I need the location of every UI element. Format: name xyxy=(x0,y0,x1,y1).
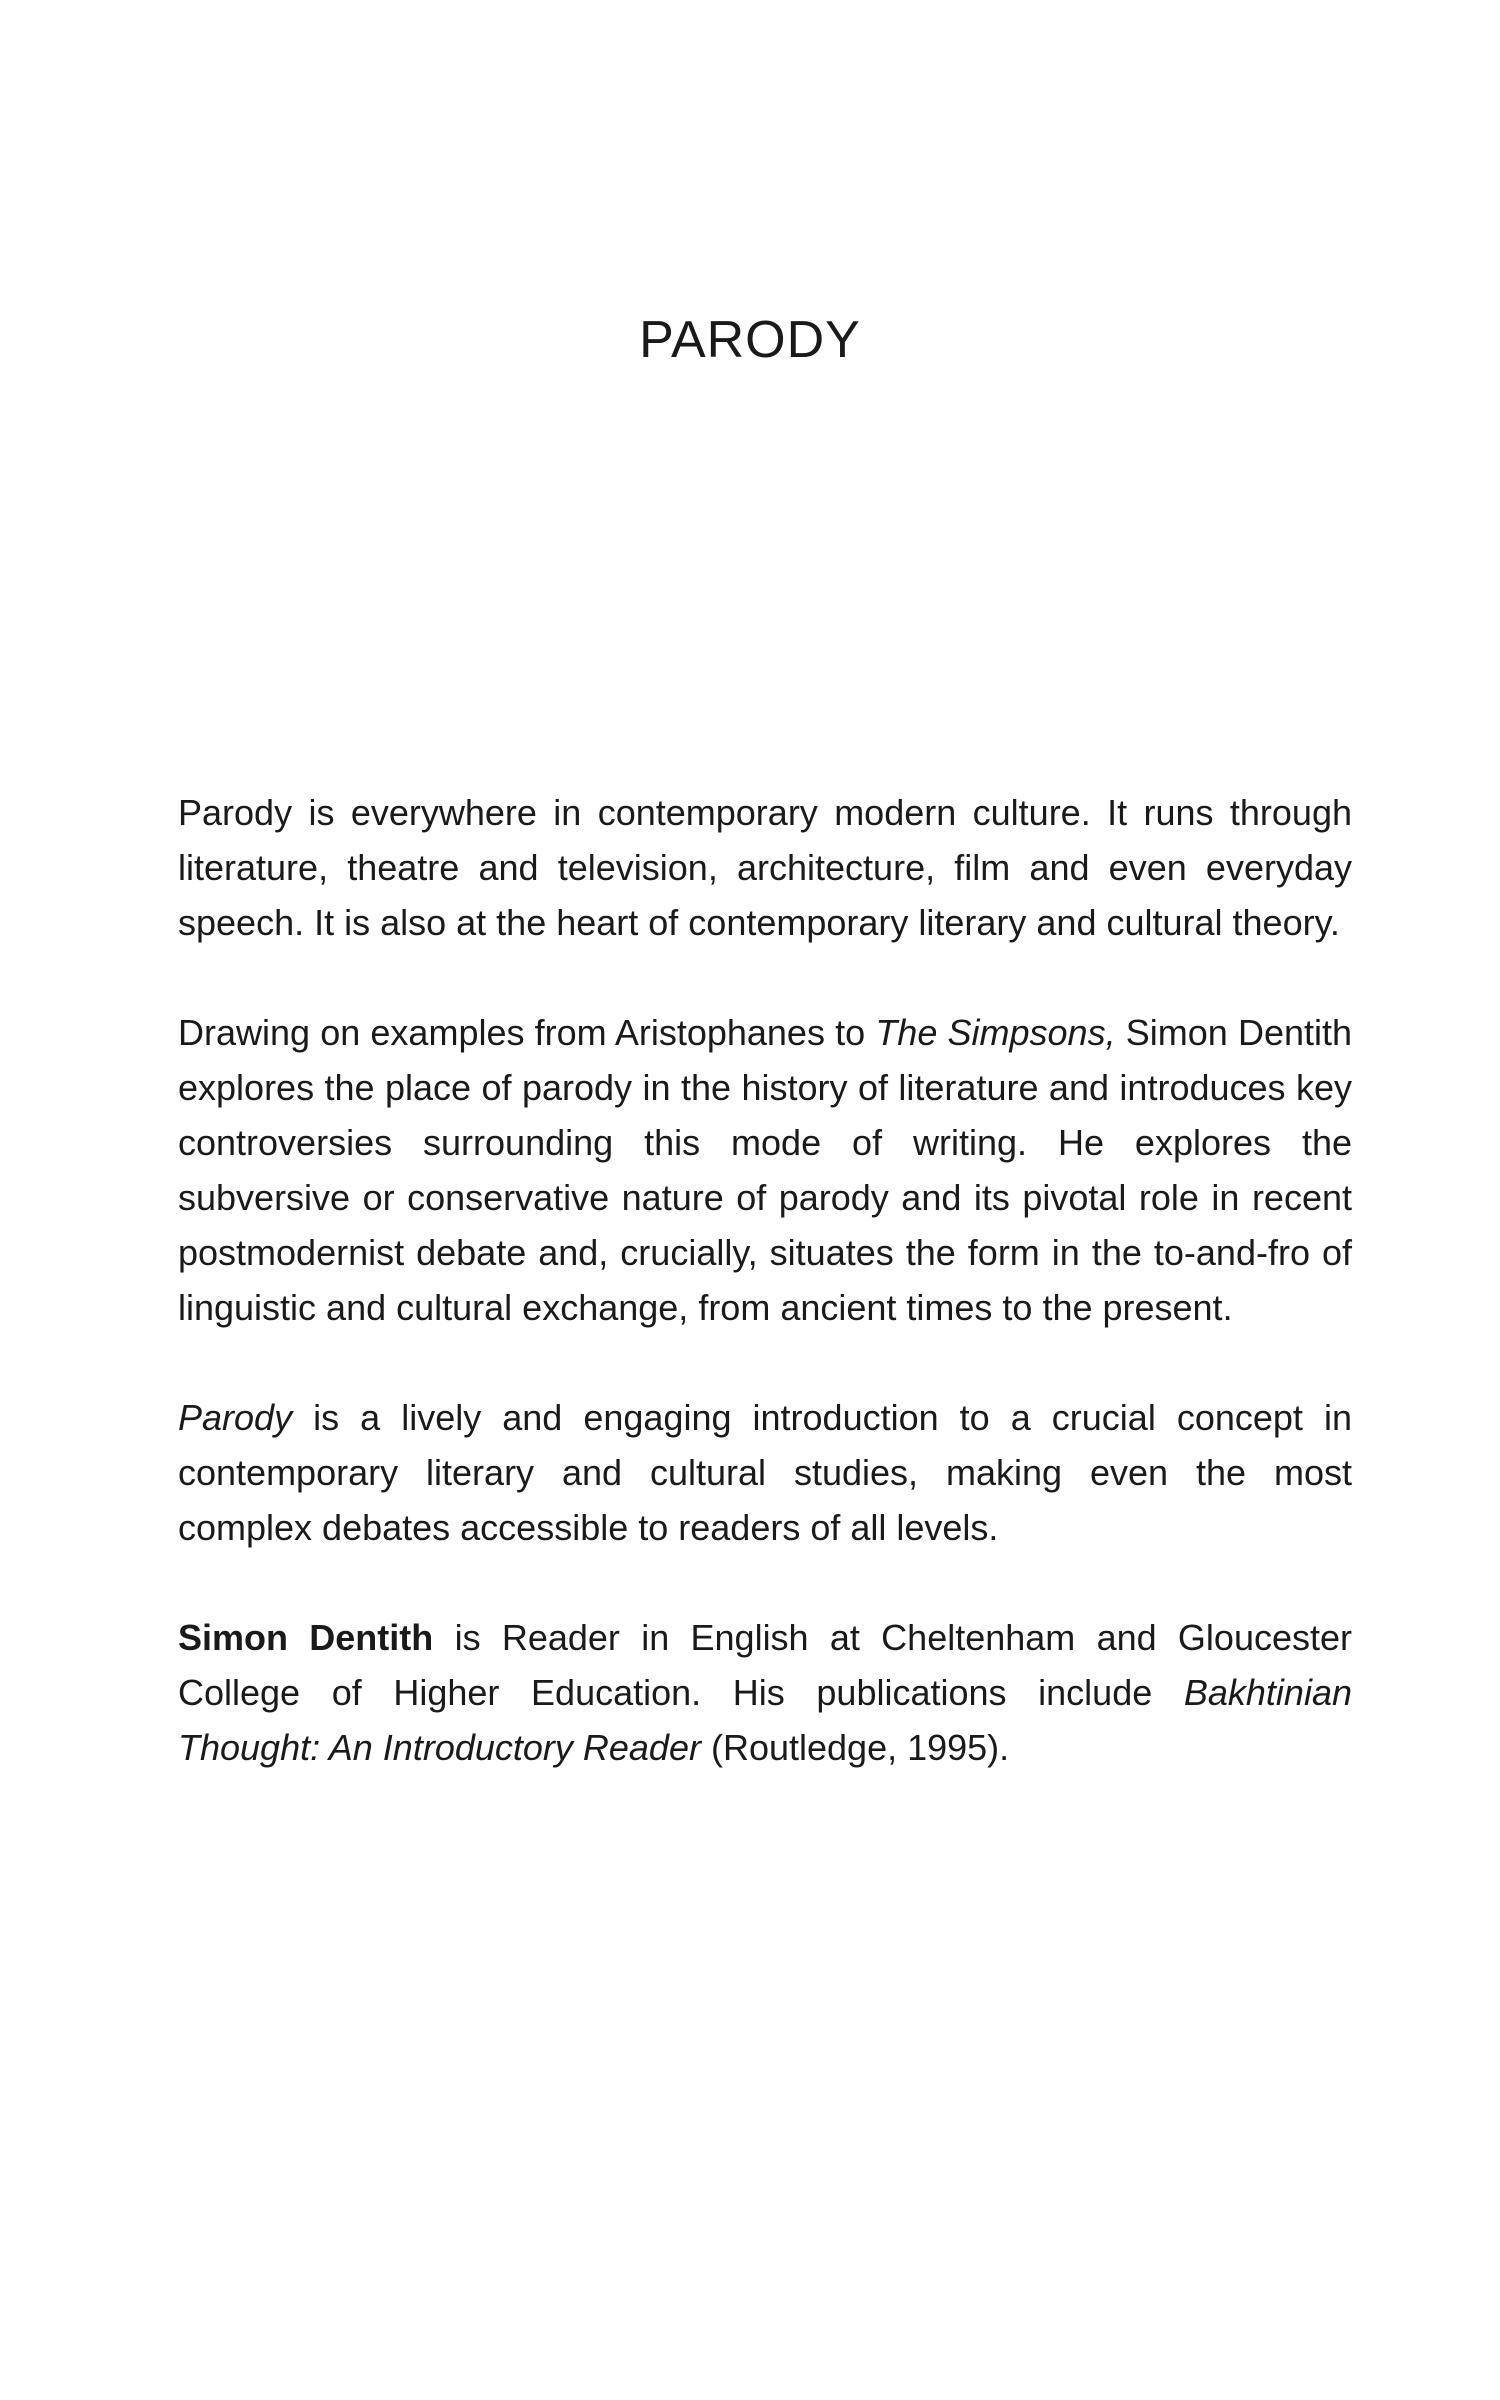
description-paragraph xyxy=(178,1005,1352,1335)
description-text-end: Simon Dentith explores the place of parody in the history of literature and introduces key controversies surrounding this mode of writing. He explores the subversive or conservative nature of parody and its pivotal role in recent postmodernist debate and, crucially, situates the form in the to-and-fro of linguistic and cultural exchange, from ancient times to the present. xyxy=(178,1012,1353,1328)
simpsons-title: The Simpsons, xyxy=(875,1012,1116,1053)
author-bio-paragraph xyxy=(178,1610,1352,1775)
publication-title: Bakhtinian Thought: An Introductory Reader xyxy=(178,1672,1352,1768)
intro-paragraph: Parody is everywhere in contemporary modern culture. It runs through literature, theatre and television, architecture, film and even everyday speech. It is also at the heart of contemporary literary and cultural theory. xyxy=(178,792,1352,943)
page-title: PARODY xyxy=(639,311,861,369)
book-title-parody: Parody xyxy=(178,1397,293,1438)
description-text-start: Drawing on examples from Aristophanes to xyxy=(178,1012,876,1053)
back-cover-blurb xyxy=(178,785,1352,1775)
author-name: Simon Dentith xyxy=(178,1617,434,1658)
summary-paragraph xyxy=(178,1390,1352,1555)
summary-text: is a lively and engaging introduction to a crucial concept in contemporary literary and cultural studies, making even the most complex debates accessible to readers of all levels. xyxy=(178,1397,1352,1548)
publication-details: (Routledge, 1995). xyxy=(700,1727,1010,1768)
author-bio-text: is Reader in English at Cheltenham and Gloucester College of Higher Education. His publications include xyxy=(178,1617,1353,1713)
